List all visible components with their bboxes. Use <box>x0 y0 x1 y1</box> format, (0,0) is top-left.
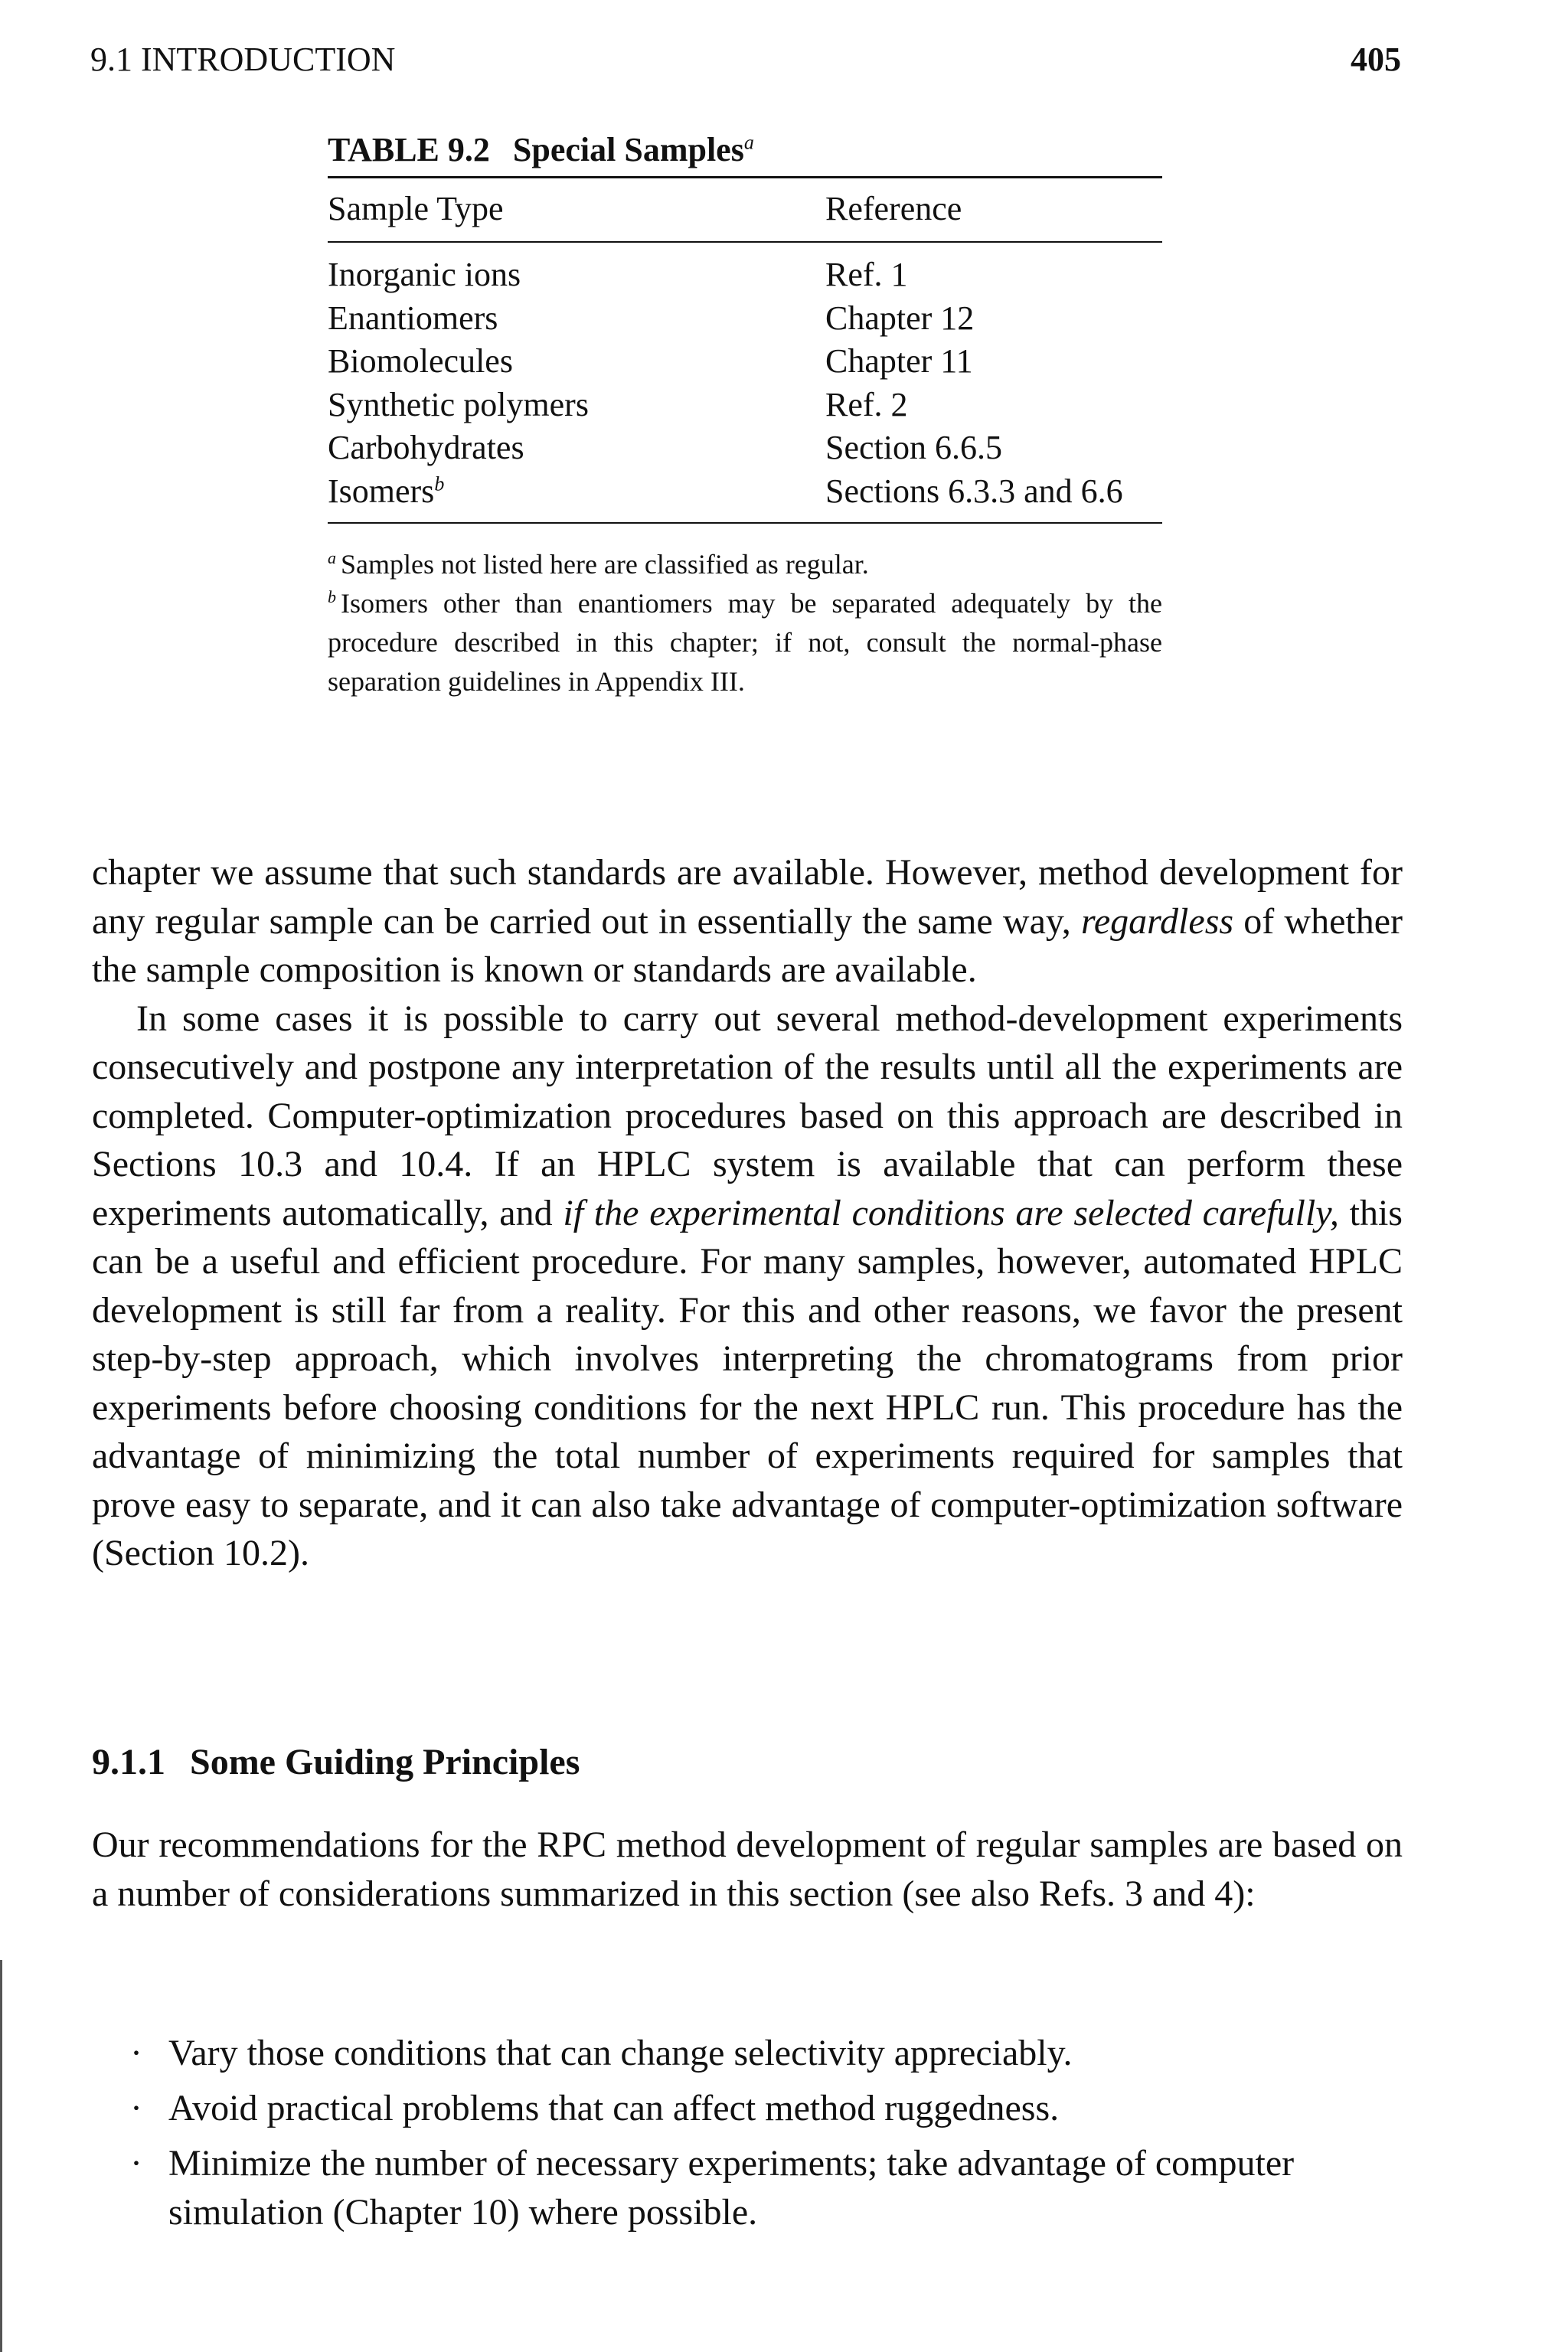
table-label: TABLE 9.2 <box>328 131 490 168</box>
row-note-marker: b <box>434 472 445 495</box>
running-header-section: 9.1 INTRODUCTION <box>90 41 396 78</box>
paragraph-text: In some cases it is possible to carry out several method-development experiments consecutively and postpone any interpretation of the results until all the experiments are completed. Computer-optimization procedures based on this approach are described in Sections 10.3 and 10.4. If an HPLC system is available that can perform these experiments automatically, and <box>92 998 1403 1233</box>
table-body <box>328 243 1162 522</box>
table-row <box>328 340 1162 384</box>
table-title: Special Samples <box>512 131 744 168</box>
list-item-text: Vary those conditions that can change selectivity appreciably. <box>168 2033 1073 2073</box>
table-row <box>328 470 1162 514</box>
footnote-text: Samples not listed here are classified as regular. <box>341 549 869 580</box>
column-header-reference: Reference <box>825 190 962 227</box>
subsection-number: 9.1.1 <box>92 1742 165 1782</box>
list-item <box>130 2084 1403 2133</box>
subsection-title: Some Guiding Principles <box>190 1742 580 1782</box>
table-row <box>328 297 1162 341</box>
footnote-text: Isomers other than enantiomers may be separated adequately by the procedure described in this chapter; if not, consult the normal-phase separation guidelines in Appendix III. <box>328 588 1162 697</box>
table-footnote <box>328 545 1162 584</box>
paragraph-text: this can be a useful and efficient procedure. For many samples, however, automated HPLC development is still far from a reality. For this and other reasons, we favor the present step-by-step approach, which involves interpreting the chromatograms from prior experiments before choosing conditions for the next HPLC run. This procedure has the advantage of minimizing the total number of experiments required for samples that prove easy to separate, and it can also take advantage of computer-optimization software (Section 10.2). <box>92 1192 1403 1573</box>
table-footnotes <box>328 545 1162 701</box>
paragraph: Our recommendations for the RPC method development of regular samples are based on a number of considerations summarized in this section (see also Refs. 3 and 4): <box>92 1824 1403 1914</box>
table-caption <box>328 129 1162 176</box>
cell-sample-type <box>328 470 825 514</box>
paragraph <box>92 848 1403 995</box>
table-row <box>328 253 1162 297</box>
subsection-intro <box>92 1821 1403 1919</box>
cell-reference: Ref. 2 <box>825 385 908 423</box>
list-item <box>130 2139 1403 2237</box>
cell-sample-type: Biomolecules <box>328 342 513 380</box>
bullet-icon: · <box>130 2143 142 2184</box>
page-number: 405 <box>1351 41 1401 78</box>
table-row <box>328 426 1162 470</box>
table-footnote <box>328 584 1162 701</box>
cell-sample-type: Carbohydrates <box>328 429 524 466</box>
body-text <box>92 848 1403 1578</box>
paragraph <box>92 995 1403 1578</box>
cell-reference: Chapter 12 <box>825 299 975 337</box>
cell-reference: Section 6.6.5 <box>825 429 1002 466</box>
footnote-marker: b <box>328 587 336 606</box>
bullet-icon: · <box>130 2088 142 2128</box>
bullet-icon: · <box>130 2033 142 2073</box>
list-item-text: Minimize the number of necessary experiments; take advantage of computer simulation (Chapter 10) where possible. <box>168 2143 1295 2233</box>
paragraph-text: chapter we assume that such standards are available. However, method development for any regular sample can be carried out in essentially the same way, <box>92 852 1403 942</box>
list-item-text: Avoid practical problems that can affect method ruggedness. <box>168 2088 1060 2128</box>
emphasis-text: if the experimental conditions are selected carefully, <box>563 1192 1339 1233</box>
guiding-principles-list <box>130 2029 1403 2243</box>
cell-reference: Ref. 1 <box>825 256 908 293</box>
table-title-note-marker: a <box>743 131 754 154</box>
cell-reference: Sections 6.3.3 and 6.6 <box>825 472 1123 510</box>
footnote-marker: a <box>328 548 336 567</box>
table-bottom-rule <box>328 522 1162 524</box>
table-row <box>328 384 1162 427</box>
cell-sample-type: Synthetic polymers <box>328 385 589 423</box>
special-samples-table <box>328 129 1162 701</box>
running-header <box>90 38 1401 81</box>
cell-sample-type: Inorganic ions <box>328 256 521 293</box>
cell-sample-type-text: Isomers <box>328 472 435 510</box>
cell-sample-type: Enantiomers <box>328 299 498 337</box>
column-header-sample-type: Sample Type <box>328 190 504 227</box>
cell-reference: Chapter 11 <box>825 342 973 380</box>
scan-edge-line <box>0 1960 2 2352</box>
table-header-row <box>328 178 1162 241</box>
list-item <box>130 2029 1403 2078</box>
paragraph-text: of whether the sample composition is known or standards are available. <box>92 900 1403 990</box>
subsection-heading <box>92 1738 1403 1787</box>
emphasis-text: regardless <box>1080 900 1234 942</box>
